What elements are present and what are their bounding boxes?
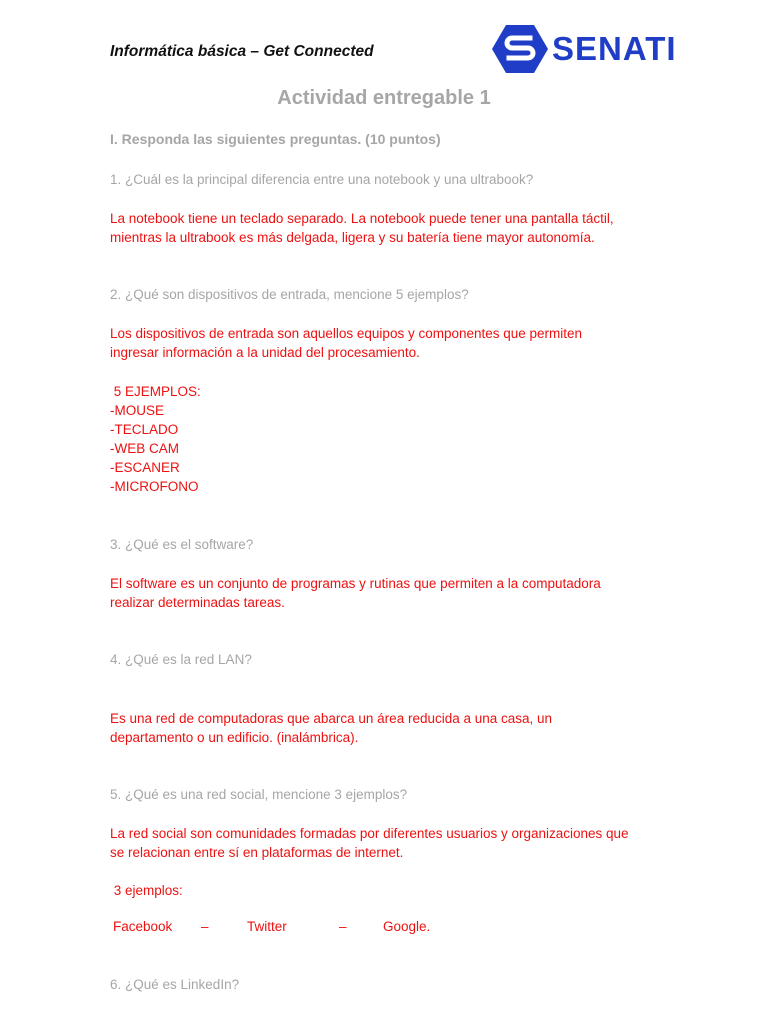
answer-3-line-2: realizar determinadas tareas. xyxy=(110,595,285,610)
answer-2-line-2: ingresar información a la unidad del procesamiento. xyxy=(110,345,420,360)
question-4: 4. ¿Qué es la red LAN? xyxy=(110,652,252,667)
list-item: -MICROFONO xyxy=(110,479,199,494)
input-devices-list xyxy=(110,382,201,496)
header-title: Informática básica – Get Connected xyxy=(110,43,374,60)
question-2: 2. ¿Qué son dispositivos de entrada, mencione 5 ejemplos? xyxy=(110,287,469,302)
answer-4 xyxy=(110,709,670,747)
list-item: -WEB CAM xyxy=(110,441,179,456)
answer-5-line-1: La red social son comunidades formadas por diferentes usuarios y organizaciones que xyxy=(110,826,629,841)
answer-5-line-2: se relacionan entre sí en plataformas de internet. xyxy=(110,845,404,860)
section-heading: I. Responda las siguientes preguntas. (10 puntos) xyxy=(110,131,441,147)
question-6: 6. ¿Qué es LinkedIn? xyxy=(110,977,240,992)
senati-logo-icon xyxy=(492,25,548,73)
list-item: -ESCANER xyxy=(110,460,180,475)
example-twitter: Twitter xyxy=(247,919,287,934)
answer-1-line-2: mientras la ultrabook es más delgada, ligera y su batería tiene mayor autonomía. xyxy=(110,230,595,245)
answer-1-line-1: La notebook tiene un teclado separado. La notebook puede tener una pantalla táctil, xyxy=(110,211,614,226)
answer-5 xyxy=(110,824,670,862)
examples-label: 5 EJEMPLOS: xyxy=(110,384,201,399)
example-dash: – xyxy=(201,919,209,934)
answer-3-line-1: El software es un conjunto de programas y rutinas que permiten a la computadora xyxy=(110,576,601,591)
list-item: -MOUSE xyxy=(110,403,164,418)
question-3: 3. ¿Qué es el software? xyxy=(110,537,254,552)
logo-text: SENATI xyxy=(552,30,677,67)
answer-1 xyxy=(110,209,670,247)
list-item: -TECLADO xyxy=(110,422,179,437)
answer-2 xyxy=(110,324,670,362)
answer-4-line-1: Es una red de computadoras que abarca un área reducida a una casa, un xyxy=(110,711,553,726)
example-google: Google. xyxy=(383,919,431,934)
answer-3 xyxy=(110,574,670,612)
question-1: 1. ¿Cuál es la principal diferencia entre una notebook y una ultrabook? xyxy=(110,172,534,187)
senati-logo xyxy=(492,25,677,73)
example-facebook: Facebook xyxy=(113,919,173,934)
social-examples-label: 3 ejemplos: xyxy=(110,883,183,898)
answer-2-line-1: Los dispositivos de entrada son aquellos equipos y componentes que permiten xyxy=(110,326,583,341)
example-dash: – xyxy=(339,919,347,934)
question-5: 5. ¿Qué es una red social, mencione 3 ejemplos? xyxy=(110,787,408,802)
document-title: Actividad entregable 1 xyxy=(277,87,491,109)
answer-4-line-2: departamento o un edificio. (inalámbrica). xyxy=(110,730,359,745)
